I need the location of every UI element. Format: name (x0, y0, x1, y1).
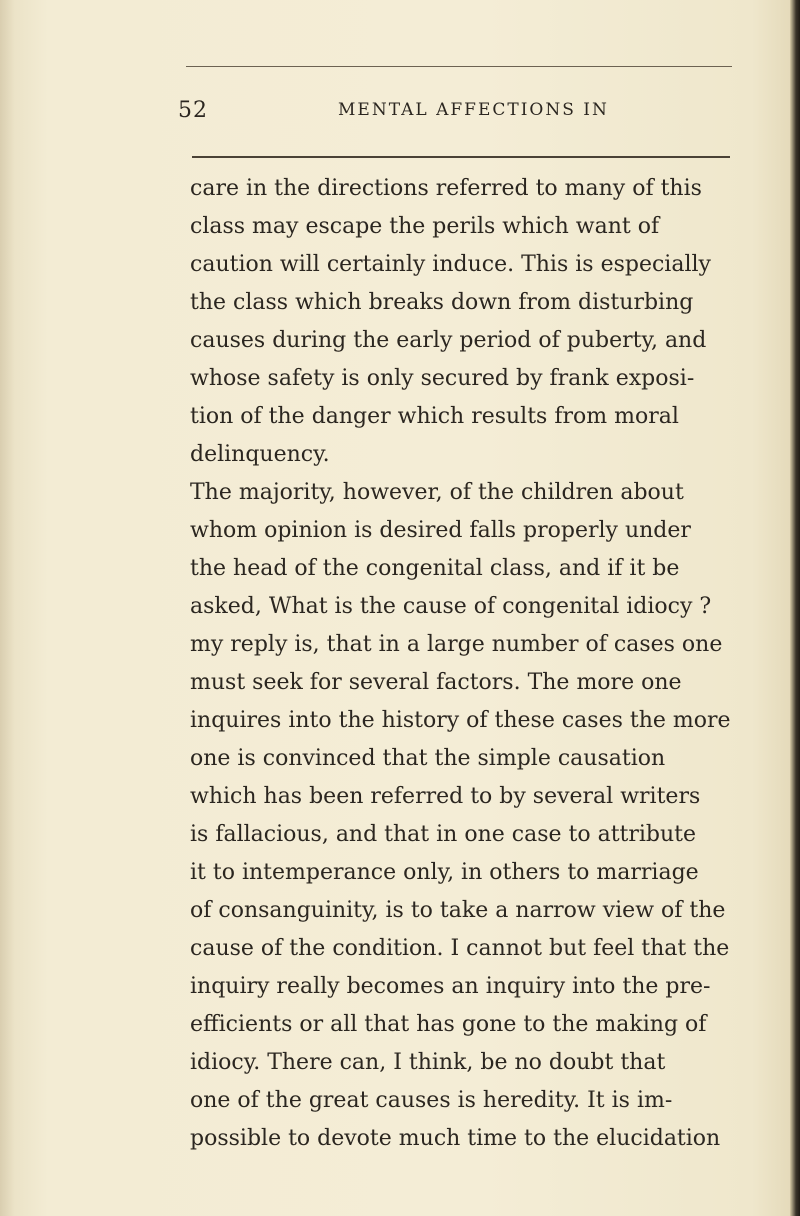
text-line: inquiry really becomes an inquiry into the pre- (190, 974, 711, 999)
text-line: my reply is, that in a large number of cases one (190, 632, 723, 657)
text-line: the head of the congenital class, and if it be (190, 556, 680, 581)
text-line: caution will certainly induce. This is especially (190, 252, 711, 277)
text-line: possible to devote much time to the elucidation (190, 1126, 721, 1151)
text-line: efficients or all that has gone to the making of (190, 1012, 707, 1037)
text-line: causes during the early period of puberty, and (190, 328, 707, 353)
text-line: the class which breaks down from disturbing (190, 290, 694, 315)
text-line: one is convinced that the simple causation (190, 746, 666, 771)
running-head (178, 98, 738, 122)
text-line: whose safety is only secured by frank exposi- (190, 366, 695, 391)
text-line: care in the directions referred to many of this (190, 176, 702, 201)
text-line: asked, What is the cause of congenital idiocy ? (190, 594, 712, 619)
body-text (190, 170, 750, 1158)
text-line: must seek for several factors. The more one (190, 670, 682, 695)
text-line: tion of the danger which results from moral (190, 404, 679, 429)
text-line: is fallacious, and that in one case to attribute (190, 822, 697, 847)
header-rule (192, 156, 730, 158)
text-line: of consanguinity, is to take a narrow view of the (190, 898, 726, 923)
text-line: class may escape the perils which want of (190, 214, 660, 239)
top-rule (186, 66, 732, 67)
page-gutter (0, 0, 14, 1216)
text-line: delinquency. (190, 442, 330, 467)
text-line: it to intemperance only, in others to marriage (190, 860, 699, 885)
page-fore-edge (790, 0, 800, 1216)
text-line: whom opinion is desired falls properly under (190, 518, 691, 543)
text-line: cause of the condition. I cannot but feel that the (190, 936, 730, 961)
text-line: idiocy. There can, I think, be no doubt that (190, 1050, 666, 1075)
text-line: inquires into the history of these cases the more (190, 708, 731, 733)
text-line: The majority, however, of the children about (190, 480, 684, 505)
text-line: one of the great causes is heredity. It is im- (190, 1088, 673, 1113)
text-line: which has been referred to by several writers (190, 784, 701, 809)
running-title: MENTAL AFFECTIONS IN (338, 100, 609, 120)
page-number: 52 (178, 98, 208, 123)
